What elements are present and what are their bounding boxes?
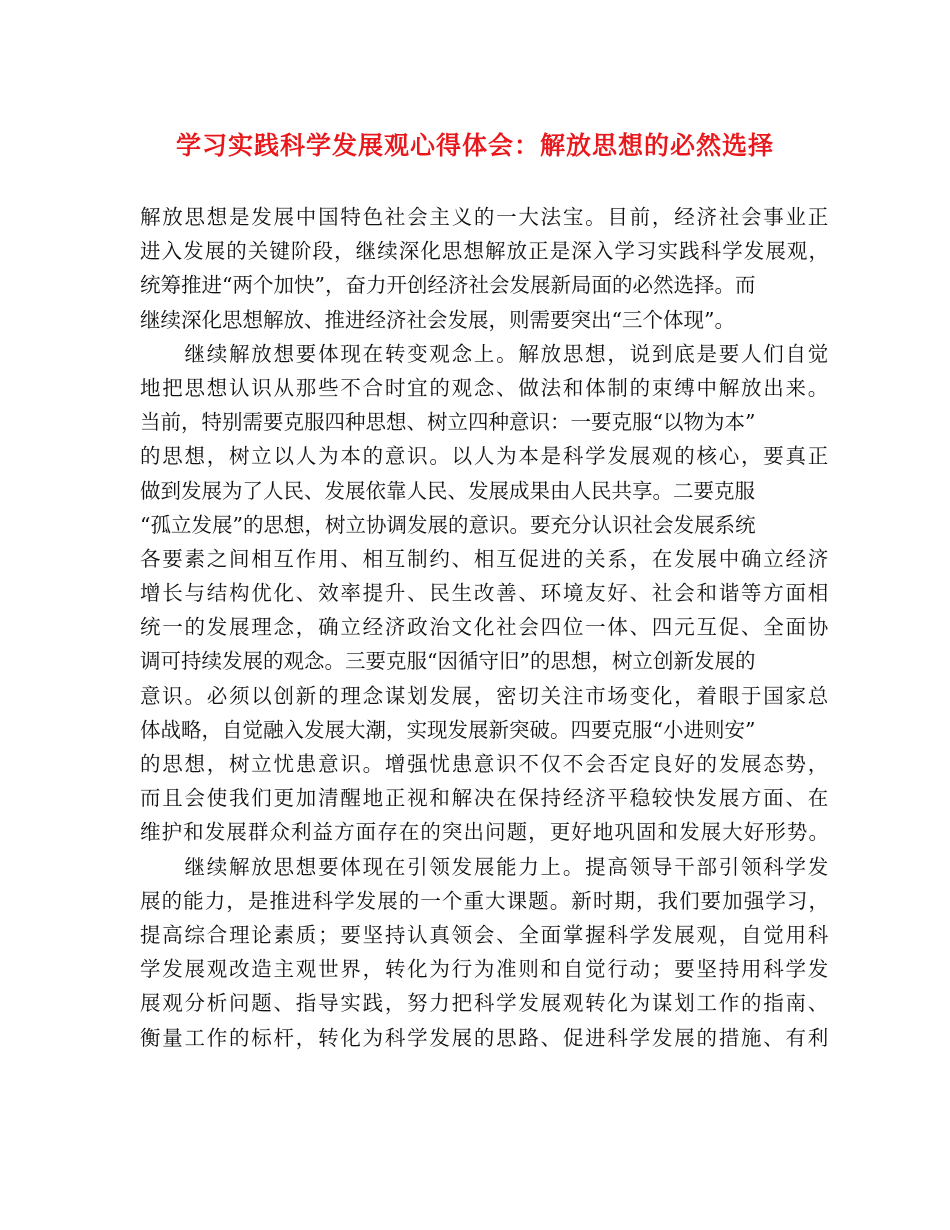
body-line: 继续解放想要体现在转变观念上。解放思想，说到底是要人们自觉 [140,341,830,366]
body-line: 的思想，树立以人为本的意识。以人为本是科学发展观的核心，要真正 [140,444,830,469]
body-line: 统一的发展理念，确立经济政治文化社会四位一体、四元互促、全面协 [140,615,830,640]
body-line: 进入发展的关键阶段，继续深化思想解放正是深入学习实践科学发展观， [140,239,830,264]
body-line: 统筹推进“两个加快”，奋力开创经济社会发展新局面的必然选择。而 [140,273,756,298]
body-line: 衡量工作的标杆，转化为科学发展的思路、促进科学发展的措施、有利 [140,1025,830,1050]
body-line: 增长与结构优化、效率提升、民生改善、环境友好、社会和谐等方面相 [140,581,830,606]
body-line: 提高综合理论素质；要坚持认真领会、全面掌握科学发展观，自觉用科 [140,922,830,947]
body-line: 的思想，树立忧患意识。增强忧患意识不仅不会否定良好的发展态势， [140,752,830,776]
body-line: 调可持续发展的观念。三要克服“因循守旧”的思想，树立创新发展的 [140,649,756,674]
body-line: 地把思想认识从那些不合时宜的观念、做法和体制的束缚中解放出来。 [140,375,830,400]
document-title: 学习实践科学发展观心得体会：解放思想的必然选择 [175,131,774,160]
body-line: 维护和发展群众利益方面存在的突出问题，更好地巩固和发展大好形势。 [140,820,830,845]
body-line: 各要素之间相互作用、相互制约、相互促进的关系，在发展中确立经济 [140,546,830,571]
body-line: “孤立发展”的思想，树立协调发展的意识。要充分认识社会发展系统 [140,512,756,537]
body-line: 继续解放思想要体现在引领发展能力上。提高领导干部引领科学发 [140,854,830,879]
body-line: 学发展观改造主观世界，转化为行为准则和自觉行动；要坚持用科学发 [140,957,830,982]
body-line: 继续深化思想解放、推进经济社会发展，则需要突出“三个体现”。 [140,307,735,332]
body-line: 体战略，自觉融入发展大潮，实现发展新突破。四要克服“小进则安” [140,717,756,742]
body-line: 展观分析问题、指导实践，努力把科学发展观转化为谋划工作的指南、 [140,991,830,1016]
body-line: 做到发展为了人民、发展依靠人民、发展成果由人民共享。二要克服 [140,478,755,503]
body-line: 而且会使我们更加清醒地正视和解决在保持经济平稳较快发展方面、在 [140,786,830,811]
body-line: 意识。必须以创新的理念谋划发展，密切关注市场变化，着眼于国家总 [140,683,830,708]
body-line: 解放思想是发展中国特色社会主义的一大法宝。目前，经济社会事业正 [140,205,830,229]
body-line: 展的能力，是推进科学发展的一个重大课题。新时期，我们要加强学习， [140,888,830,913]
document-body [140,200,830,1055]
body-line: 当前，特别需要克服四种思想、树立四种意识：一要克服“以物为本” [140,410,756,435]
